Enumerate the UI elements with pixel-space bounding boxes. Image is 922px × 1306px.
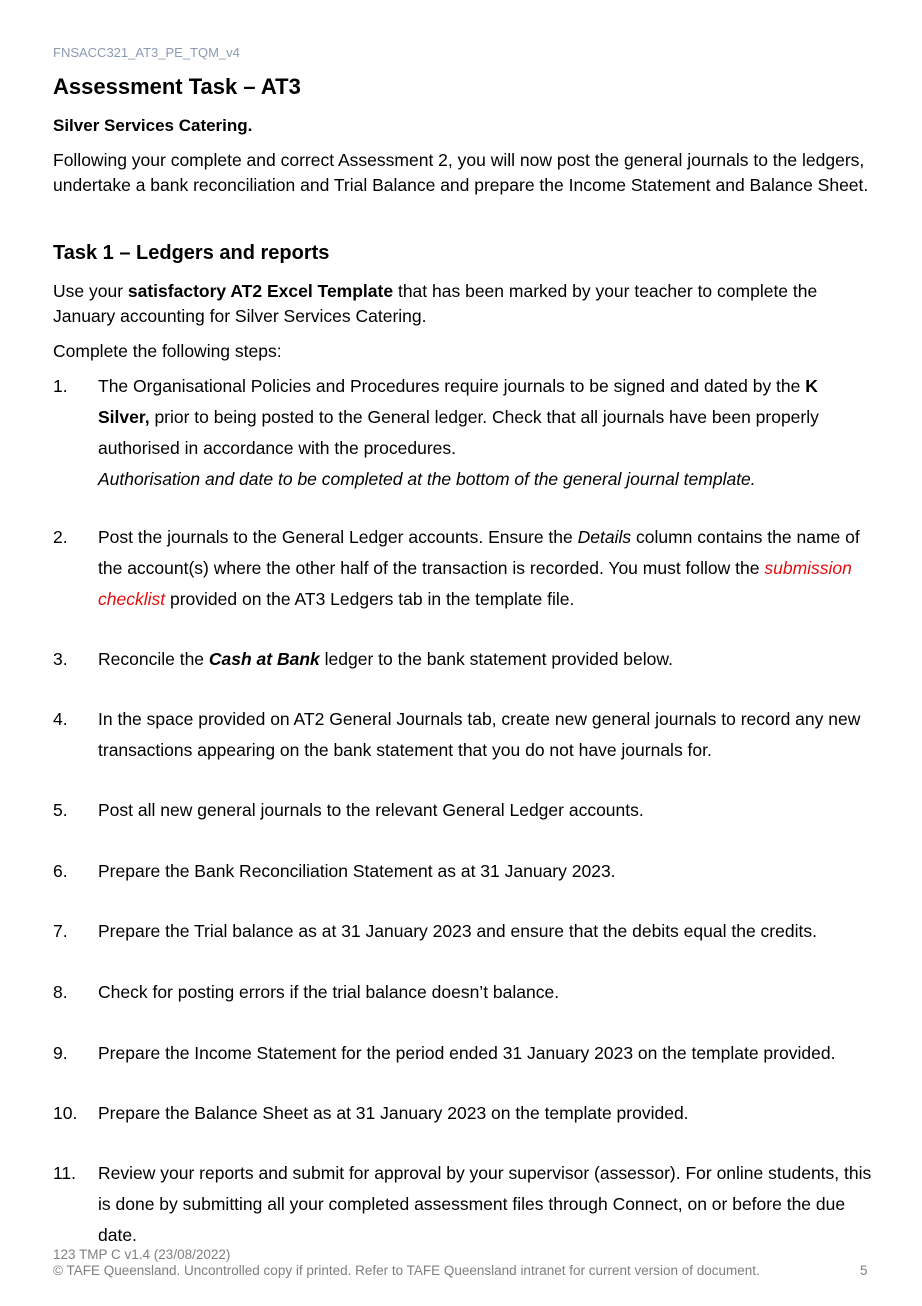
copyright-notice: © TAFE Queensland. Uncontrolled copy if printed. Refer to TAFE Queensland intranet for current version of document. [53,1263,760,1278]
page-number: 5 [860,1263,868,1278]
page-title: Assessment Task – AT3 [53,74,301,99]
step-number: 5. [53,800,68,820]
submission-checklist-link[interactable]: submission checklist [98,558,852,609]
step-text: Prepare the Trial balance as at 31 January 2023 and ensure that the debits equal the credits. [98,921,817,941]
complete-steps-label: Complete the following steps: [53,341,282,361]
step-number: 7. [53,921,68,941]
step-number: 1. [53,376,68,396]
document-code: FNSACC321_AT3_PE_TQM_v4 [53,45,240,60]
step-text: In the space provided on AT2 General Journals tab, create new general journals to record any new transactions appearing on the bank statement that you do not have journals for. [98,709,861,760]
step-text: Post all new general journals to the relevant General Ledger accounts. [98,800,644,820]
step-text: Reconcile the Cash at Bank ledger to the bank statement provided below. [98,649,673,669]
intro-paragraph: Following your complete and correct Assessment 2, you will now post the general journals to the ledgers, undertake a bank reconciliation and Trial Balance and prepare the Income Statement and Balance Sheet. [53,150,869,195]
step-text: Check for posting errors if the trial balance doesn’t balance. [98,982,560,1002]
step-text: Post the journals to the General Ledger accounts. Ensure the Details column contains the name of the account(s) where the other half of the transaction is recorded. You must follow the submission checklist provided on the AT3 Ledgers tab in the template file. [98,527,860,609]
step-number: 3. [53,649,68,669]
step-number: 4. [53,709,68,729]
step-text: Prepare the Income Statement for the period ended 31 January 2023 on the template provided. [98,1043,836,1063]
task1-heading: Task 1 – Ledgers and reports [53,242,330,264]
step-text: The Organisational Policies and Procedures require journals to be signed and dated by the K Silver, prior to being posted to the General ledger. Check that all journals have been properly authorised in accordance with the procedures. Authorisation and date to be completed at the bottom of the general journal template. [98,376,819,489]
template-name: satisfactory AT2 Excel Template [127,281,394,301]
step-text: Prepare the Balance Sheet as at 31 January 2023 on the template provided. [98,1103,689,1123]
step-number: 9. [53,1043,68,1063]
step-number: 10. [53,1103,78,1123]
step-number: 2. [53,527,68,547]
step-number: 6. [53,861,68,881]
step-number: 11. [53,1163,77,1183]
business-name: Silver Services Catering. [53,116,253,135]
step-note: Authorisation and date to be completed at the bottom of the general journal template. [98,469,756,489]
template-version: 123 TMP C v1.4 (23/08/2022) [53,1247,231,1262]
step-text: Review your reports and submit for approval by your supervisor (assessor). For online students, this is done by submitting all your completed assessment files through Connect, on or before the due date. [98,1163,872,1245]
step-text: Prepare the Bank Reconciliation Statement as at 31 January 2023. [98,861,616,881]
task1-instructions: Use your satisfactory AT2 Excel Template that has been marked by your teacher to complete the January accounting for Silver Services Catering. [53,281,818,326]
step-number: 8. [53,982,68,1002]
